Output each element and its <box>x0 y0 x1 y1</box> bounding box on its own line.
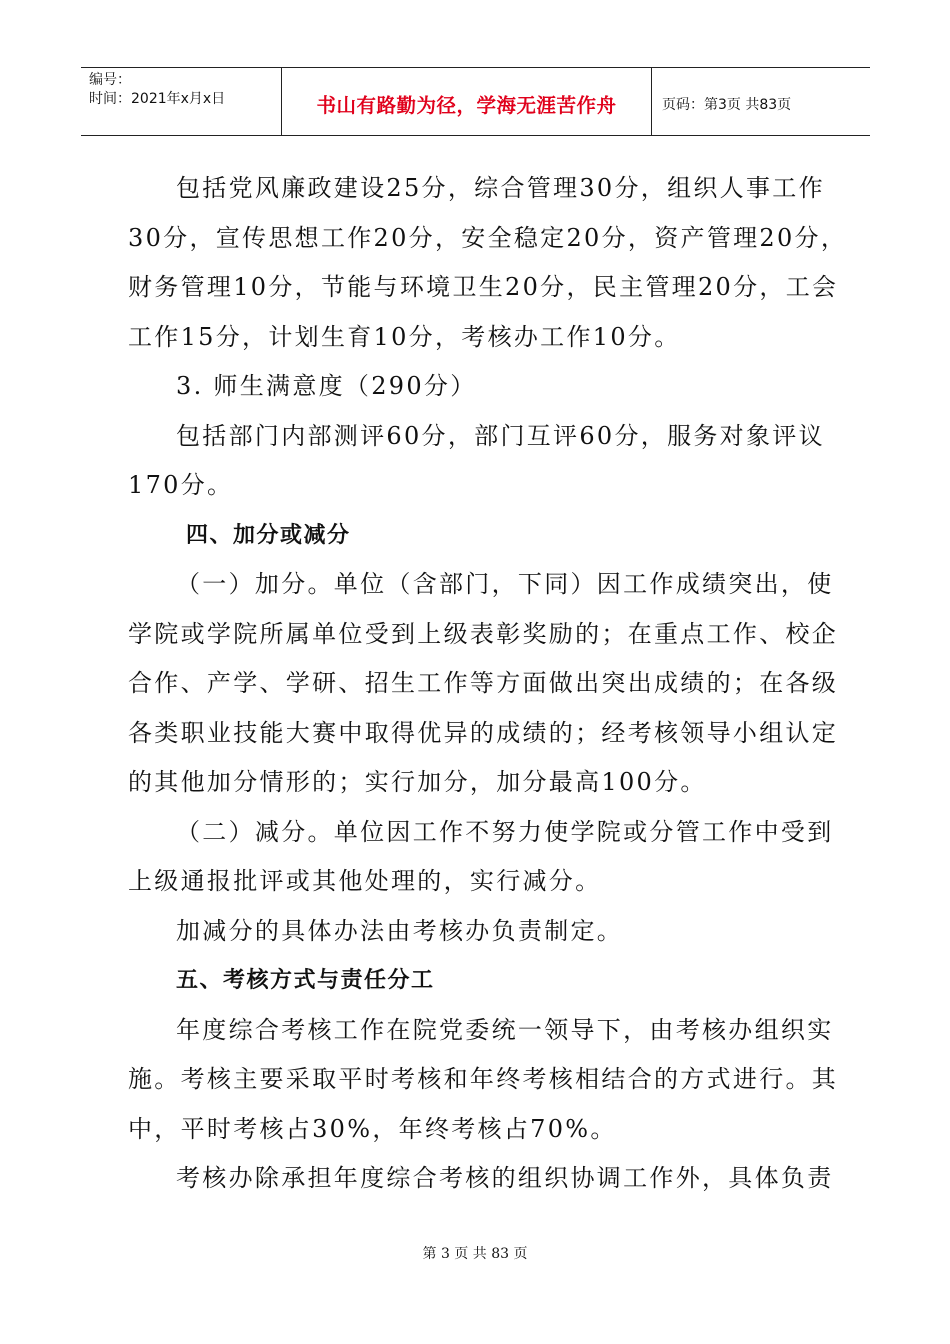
body-line: 包括部门内部测评60分，部门互评60分，服务对象评议 <box>176 421 825 450</box>
header-motto-cell <box>282 68 652 135</box>
document-number-label: 编号： <box>89 72 131 88</box>
section-heading: 四、加分或减分 <box>186 522 351 548</box>
body-line: 工作15分，计划生育10分，考核办工作10分。 <box>128 322 681 351</box>
subsection-title: 3. 师生满意度（290分） <box>176 372 477 400</box>
page-header <box>81 67 870 136</box>
body-line: 的其他加分情形的；实行加分，加分最高100分。 <box>128 768 707 796</box>
body-line: 施。考核主要采取平时考核和年终考核相结合的方式进行。其 <box>128 1065 839 1093</box>
section-heading: 五、考核方式与责任分工 <box>176 968 435 993</box>
body-line: 加减分的具体办法由考核办负责制定。 <box>176 916 624 945</box>
page-footer: 第 3 页 共 83 页 <box>422 1246 528 1262</box>
body-line: 各类职业技能大赛中取得优异的成绩的；经考核领导小组认定 <box>128 718 839 747</box>
body-line: 财务管理10分，节能与环境卫生20分，民主管理20分，工会 <box>128 273 839 301</box>
body-line: 学院或学院所属单位受到上级表彰奖励的；在重点工作、校企 <box>128 619 839 648</box>
body-line: （二）减分。单位因工作不努力使学院或分管工作中受到 <box>176 817 834 846</box>
document-body <box>128 164 848 1204</box>
body-line: 年度综合考核工作在院党委统一领导下，由考核办组织实 <box>176 1015 834 1044</box>
header-page-info: 页码：第3页 共83页 <box>662 96 792 113</box>
body-line: 包括党风廉政建设25分，综合管理30分，组织人事工作 <box>176 174 825 202</box>
body-line: 170分。 <box>128 471 234 499</box>
document-time: 时间：2021年x月x日 <box>89 91 226 107</box>
header-meta <box>81 68 282 135</box>
header-page-info-cell <box>652 68 870 135</box>
body-line: 上级通报批评或其他处理的，实行减分。 <box>128 867 602 895</box>
body-line: 中，平时考核占30%，年终考核占70%。 <box>128 1114 617 1143</box>
header-motto: 书山有路勤为径，学海无涯苦作舟 <box>316 93 617 117</box>
body-line: （一）加分。单位（含部门，下同）因工作成绩突出，使 <box>176 570 834 598</box>
body-line: 合作、产学、学研、招生工作等方面做出突出成绩的；在各级 <box>128 669 839 697</box>
body-line: 考核办除承担年度综合考核的组织协调工作外，具体负责 <box>176 1164 834 1192</box>
body-line: 30分，宣传思想工作20分，安全稳定20分，资产管理20分， <box>128 223 848 252</box>
